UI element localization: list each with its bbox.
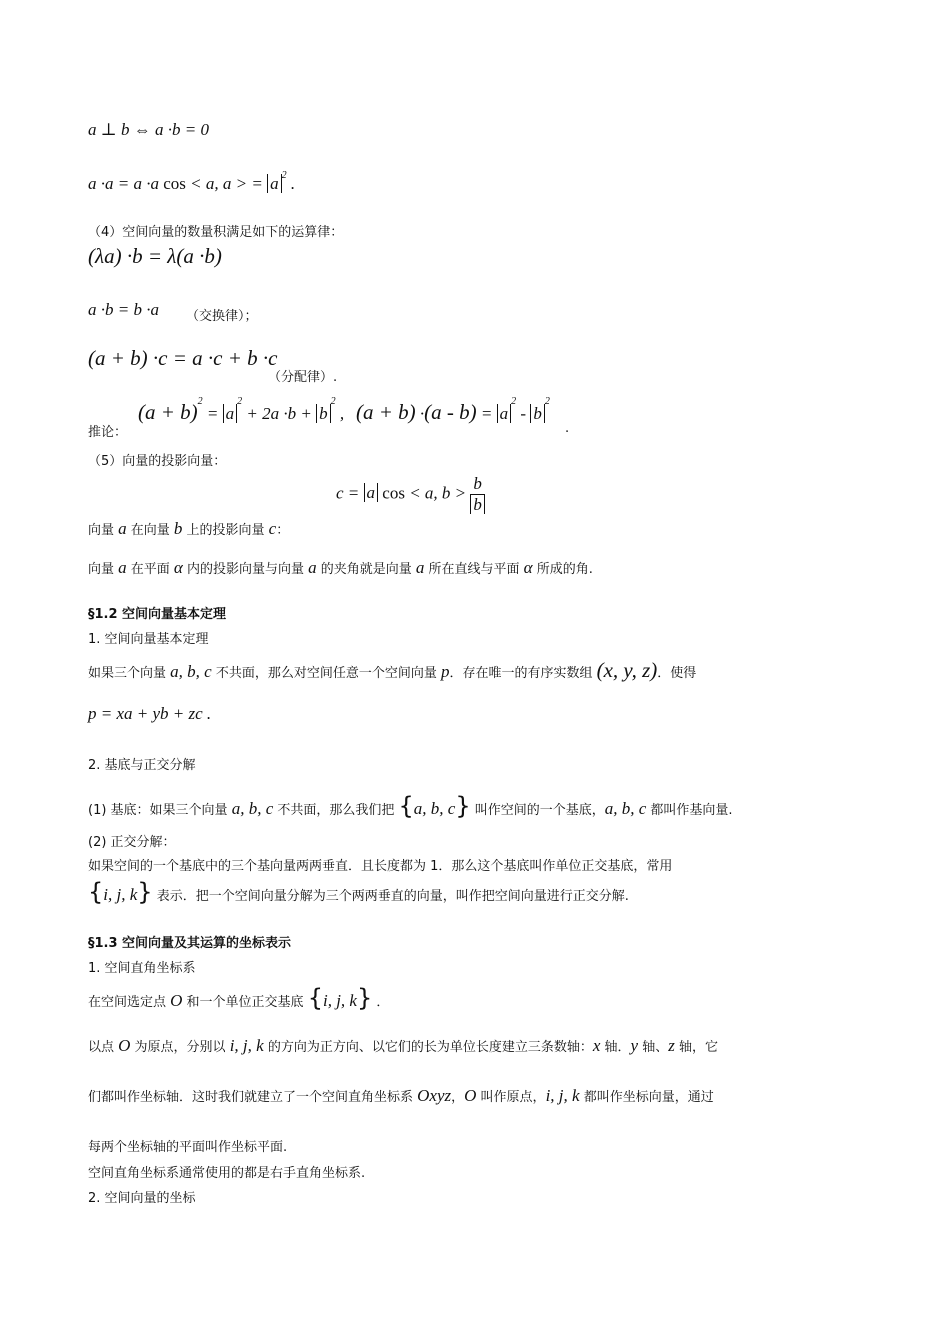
formula-scalar-assoc: (λa) ·b = λ(a ·b) [88, 244, 222, 268]
formula-corollary-2: $(a + b) \cdot(a - b) = a^2 - b^2$ [356, 396, 550, 424]
formula-projection: c = a cos < a, b > $\frac{b}{b}$ [336, 474, 485, 515]
orthogonal-text-1: 如果空间的一个基底中的三个基向量两两垂直．且长度都为 1．那么这个基底叫作单位正交基底，常用 [88, 859, 673, 874]
projection-angle-text: 向量 a 在平面 α 内的投影向量与向量 a 的夹角就是向量 a 所在直线与平面 α 所成的角. [88, 558, 593, 577]
subsection-coordinate-system: 1. 空间直角坐标系 [88, 961, 196, 976]
item-4-heading: （4）空间向量的数量积满足如下的运算律： [88, 225, 344, 240]
commutative-note: （交换律）； [186, 309, 258, 324]
formula-commutative: a ·b = b ·a [88, 300, 159, 319]
formula-corollary-1: $(a + b)^2 = a^2 + 2a \cdot b + b^2$ , [138, 396, 345, 424]
period: . [565, 421, 570, 436]
coordinate-text-5: 空间直角坐标系通常使用的都是右手直角坐标系. [88, 1166, 366, 1181]
section-1-2-title: §1.2 空间向量基本定理 [88, 607, 227, 622]
coordinate-text-3: 们都叫作坐标轴．这时我们就建立了一个空间直角坐标系 Oxyz，O 叫作原点，i, j, k 都叫作坐标向量，通过 [88, 1086, 714, 1105]
projection-text: 向量 a 在向量 b 上的投影向量 c： [88, 519, 290, 538]
formula-perpendicular: a ⊥ b ⇔ a ·b = 0 [88, 120, 209, 139]
orthogonal-heading: (2) 正交分解： [88, 835, 176, 850]
coordinate-text-1: 在空间选定点 O 和一个单位正交基底 {i, j, k} ． [88, 984, 390, 1012]
subsection-vector-coordinates: 2. 空间向量的坐标 [88, 1191, 196, 1206]
formula-decomposition: p = xa + yb + zc . [88, 704, 212, 723]
subsection-basic-theorem: 1. 空间向量基本定理 [88, 632, 209, 647]
item-5-heading: （5）向量的投影向量： [88, 454, 227, 469]
formula-self-dot: a ·a = a ·a cos < a, a > = a $^2$ . [88, 170, 296, 193]
basis-definition: (1) 基底：如果三个向量 a, b, c 不共面，那么我们把 {a, b, c} 叫作空间的一个基底，a, b, c 都叫作基向量. [88, 792, 733, 820]
corollary-label: 推论： [88, 425, 128, 440]
formula-distributive: (a + b) ·c = a ·c + b ·c [88, 346, 278, 370]
coordinate-text-4: 每两个坐标轴的平面叫作坐标平面. [88, 1140, 288, 1155]
section-1-3-title: §1.3 空间向量及其运算的坐标表示 [88, 936, 292, 951]
subsection-basis: 2. 基底与正交分解 [88, 758, 196, 773]
basic-theorem-text: 如果三个向量 a, b, c 不共面，那么对空间任意一个空间向量 p．存在唯一的有序实数组 (x, y, z)．使得 [88, 658, 697, 682]
orthogonal-text-2: {i, j, k} 表示．把一个空间向量分解为三个两两垂直的向量，叫作把空间向量进行正交分解. [88, 878, 629, 906]
coordinate-text-2: 以点 O 为原点，分别以 i, j, k 的方向为正方向、以它们的长为单位长度建立三条数轴：x 轴．y 轴、z 轴，它 [88, 1036, 718, 1055]
distributive-note: （分配律）. [268, 370, 338, 385]
